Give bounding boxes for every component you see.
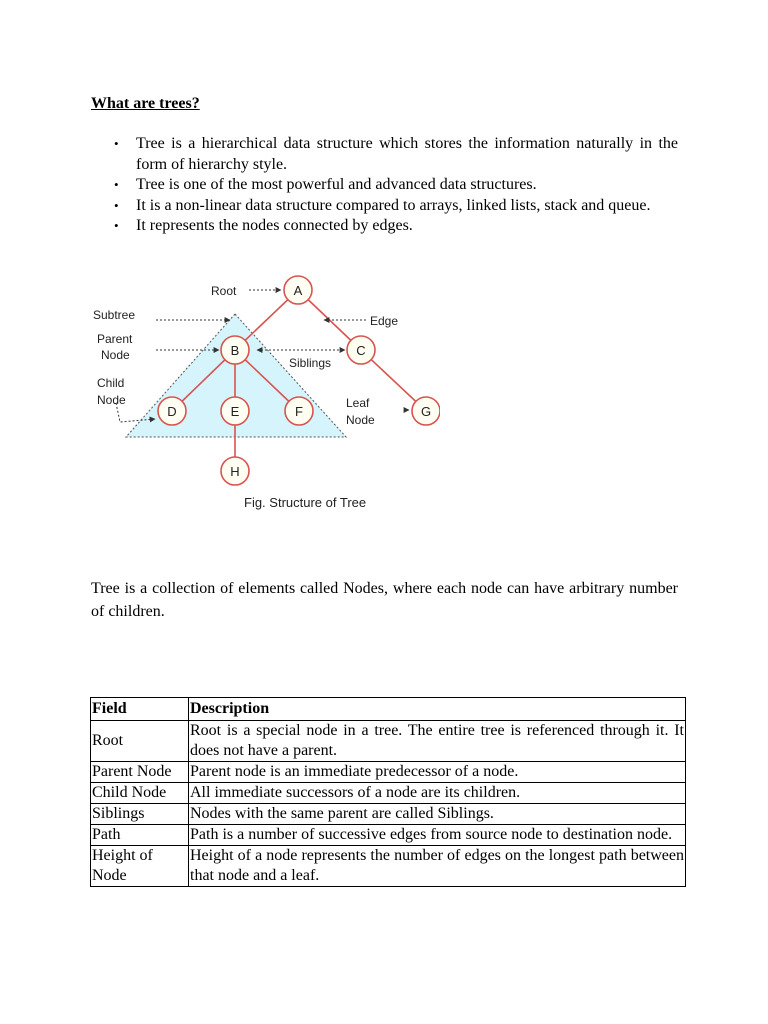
node-d-label: D <box>167 404 177 419</box>
table-cell-description: Height of a node represents the number of edges on the longest path between that node and a leaf. <box>189 846 686 887</box>
table-cell-field: Height of Node <box>91 846 189 887</box>
table-cell-description: Nodes with the same parent are called Siblings. <box>189 804 686 825</box>
table-cell-field: Siblings <box>91 804 189 825</box>
bullet-item: • Tree is a hierarchical data structure which stores the information naturally in the form of hierarchy style. <box>136 134 678 175</box>
tree-diagram <box>88 272 440 518</box>
header-field: Field <box>91 698 189 721</box>
body-paragraph: Tree is a collection of elements called Nodes, where each node can have arbitrary number of children. <box>91 580 678 620</box>
table-cell-field: Parent Node <box>91 762 189 783</box>
node-b-label: B <box>230 343 240 358</box>
page-title: What are trees? <box>91 95 200 112</box>
child-node-label-1: Child <box>97 376 125 390</box>
node-f-label: F <box>295 404 303 419</box>
table-row <box>91 846 686 887</box>
node-h-label: H <box>230 464 240 479</box>
table-row <box>91 762 686 783</box>
edge-label: Edge <box>370 314 399 328</box>
siblings-label: Siblings <box>289 356 332 370</box>
node-c-label: C <box>356 343 366 358</box>
node-e-label: E <box>230 404 240 419</box>
table-cell-field: Child Node <box>91 783 189 804</box>
table-cell-field: Root <box>91 721 189 762</box>
leaf-node-label-2: Node <box>346 413 375 427</box>
root-label: Root <box>211 284 237 298</box>
bullet-item: • Tree is one of the most powerful and advanced data structures. <box>136 175 678 196</box>
table-row <box>91 721 686 762</box>
table-cell-field: Path <box>91 825 189 846</box>
table-header-row <box>91 698 686 721</box>
table-cell-description: All immediate successors of a node are its children. <box>189 783 686 804</box>
table-row <box>91 825 686 846</box>
definitions-table <box>90 697 686 887</box>
table-cell-description: Path is a number of successive edges from source node to destination node. <box>189 825 686 846</box>
table-row <box>91 783 686 804</box>
leaf-node-label-1: Leaf <box>346 396 370 410</box>
figure-caption: Fig. Structure of Tree <box>244 495 367 510</box>
parent-node-label-1: Parent <box>97 332 133 346</box>
table-cell-description: Parent node is an immediate predecessor of a node. <box>189 762 686 783</box>
subtree-label: Subtree <box>93 308 136 322</box>
table-cell-description: Root is a special node in a tree. The entire tree is referenced through it. It does not have a parent. <box>189 721 686 762</box>
bullet-list <box>136 134 678 237</box>
bullet-item: • It represents the nodes connected by edges. <box>136 216 678 237</box>
child-node-label-2: Node <box>97 393 126 407</box>
node-g-label: G <box>420 404 432 419</box>
bullet-item: • It is a non-linear data structure compared to arrays, linked lists, stack and queue. <box>136 196 678 217</box>
node-a-label: A <box>293 283 303 298</box>
header-description: Description <box>189 698 686 721</box>
tree-structure-figure <box>88 272 440 518</box>
table-row <box>91 804 686 825</box>
parent-node-label-2: Node <box>101 348 130 362</box>
